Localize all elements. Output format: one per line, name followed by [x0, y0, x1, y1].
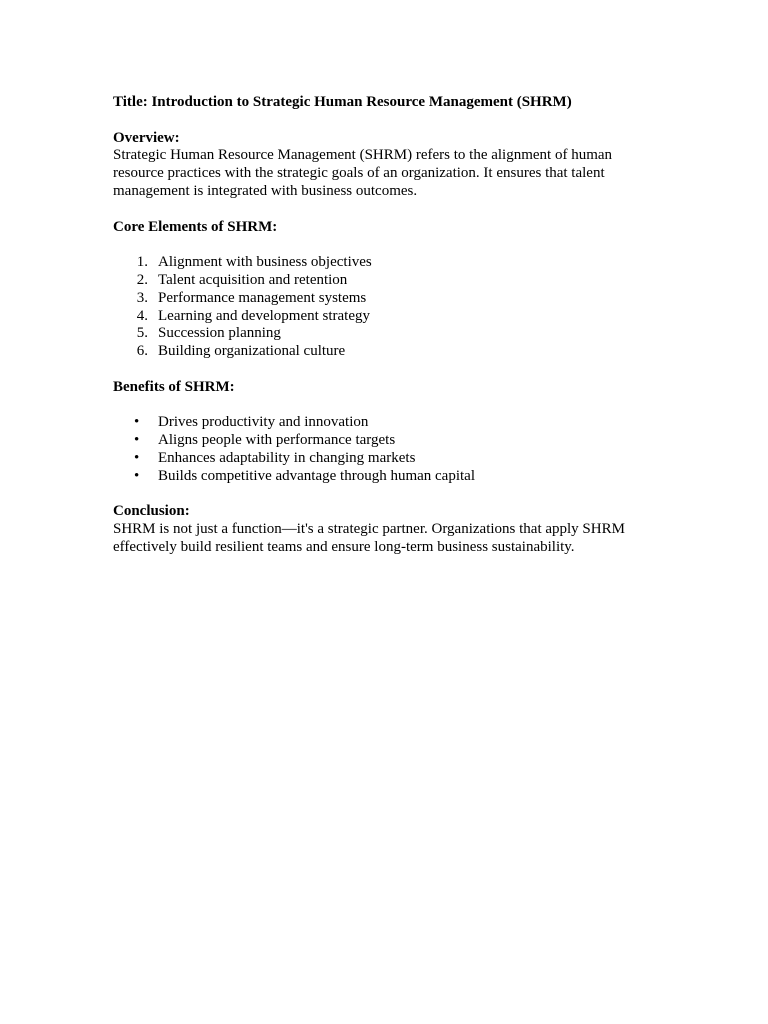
bullet-icon: • — [134, 432, 140, 449]
list-item — [113, 290, 653, 308]
core-elements-list — [113, 254, 653, 361]
document-title — [113, 94, 653, 112]
list-number: 1. — [136, 254, 148, 271]
bullet-icon: • — [134, 414, 140, 431]
list-number: 4. — [136, 307, 148, 324]
list-item-text: Talent acquisition and retention — [158, 271, 348, 288]
list-item — [113, 254, 653, 272]
conclusion-body: SHRM is not just a function—it's a strategic partner. Organizations that apply SHRM effectively build resilient teams and ensure long-term business sustainability. — [113, 521, 625, 555]
list-number: 2. — [136, 271, 148, 288]
list-number: 6. — [136, 343, 148, 360]
bullet-icon: • — [134, 449, 140, 466]
bullet-icon: • — [134, 467, 140, 484]
list-item-text: Building organizational culture — [158, 343, 346, 360]
list-item-text: Enhances adaptability in changing markets — [158, 449, 416, 466]
list-item-text: Alignment with business objectives — [158, 254, 372, 271]
list-item-text: Drives productivity and innovation — [158, 414, 369, 431]
list-item-text: Learning and development strategy — [158, 307, 371, 324]
list-item — [113, 414, 653, 432]
benefits-list — [113, 414, 653, 485]
list-item — [113, 468, 653, 486]
list-number: 3. — [136, 289, 148, 306]
list-item — [113, 272, 653, 290]
list-item — [113, 308, 653, 326]
list-item — [113, 450, 653, 468]
core-elements-heading: Core Elements of SHRM: — [113, 218, 278, 235]
list-item-text: Succession planning — [158, 325, 281, 342]
list-item — [113, 343, 653, 361]
list-item-text: Performance management systems — [158, 289, 367, 306]
benefits-heading: Benefits of SHRM: — [113, 378, 235, 395]
conclusion-heading: Conclusion: — [113, 503, 190, 520]
overview-heading: Overview: — [113, 129, 180, 146]
list-number: 5. — [136, 325, 148, 342]
title-text: Introduction to Strategic Human Resource Management (SHRM) — [151, 94, 572, 110]
title-prefix: Title: — [113, 94, 152, 110]
list-item-text: Aligns people with performance targets — [158, 432, 396, 449]
overview-body: Strategic Human Resource Management (SHRM) refers to the alignment of human resource practices with the strategic goals of an organization. It ensures that talent management is integrated with business outcomes. — [113, 147, 613, 199]
list-item-text: Builds competitive advantage through human capital — [158, 467, 475, 484]
document-page — [113, 94, 653, 557]
list-item — [113, 325, 653, 343]
list-item — [113, 432, 653, 450]
